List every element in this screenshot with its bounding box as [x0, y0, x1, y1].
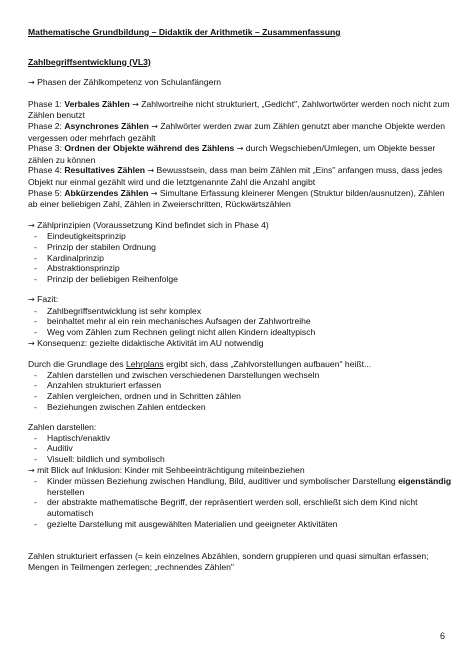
- list-item-text: Haptisch/enaktiv: [47, 432, 111, 443]
- lehrplan-word: Lehrplans: [125, 359, 164, 370]
- darstellen-label: Zahlen darstellen:: [28, 422, 97, 433]
- fazit-list: [28, 306, 452, 338]
- bullet-dash: -: [34, 316, 37, 327]
- arrow-icon: →: [28, 338, 35, 348]
- phase-name: Ordnen der Objekte während des Zählens: [64, 143, 235, 154]
- list-item-text: Prinzip der beliebigen Reihenfolge: [47, 273, 178, 284]
- document-title: Mathematische Grundbildung – Didaktik der Arithmetik – Zusammenfassung: [28, 27, 341, 37]
- inklusion-line: [28, 465, 452, 477]
- phase-item: [28, 188, 452, 210]
- arrow-icon: →: [28, 78, 35, 88]
- list-item-text: Kinder müssen Beziehung zwischen Handlung, Bild, auditiver und symbolischer Darstellung: [47, 476, 399, 487]
- list-item: [28, 370, 452, 381]
- list-item-text: Prinzip der stabilen Ordnung: [47, 241, 156, 252]
- list-item: [28, 316, 452, 327]
- list-item-text: Zahlen darstellen und zwischen verschiedenen Darstellungen wechseln: [47, 369, 320, 380]
- phase-item: [28, 143, 452, 165]
- list-item-text: Weg vom Zählen zum Rechnen gelingt nicht allen Kindern idealtypisch: [47, 327, 316, 338]
- arrow-icon: →: [28, 295, 35, 305]
- arrow-icon: →: [28, 465, 35, 475]
- list-item: [28, 433, 452, 444]
- list-item-text: Beziehungen zwischen Zahlen entdecken: [47, 401, 206, 412]
- principles-intro-text: Zählprinzipien (Voraussetzung Kind befindet sich in Phase 4): [37, 219, 269, 230]
- list-item: [28, 402, 452, 413]
- bullet-dash: -: [34, 497, 37, 508]
- list-item: [28, 253, 452, 264]
- bullet-dash: -: [34, 443, 37, 454]
- bullet-dash: -: [34, 454, 37, 464]
- list-item-text: herstellen: [47, 476, 454, 497]
- list-item: [28, 263, 452, 274]
- bullet-dash: -: [34, 401, 37, 412]
- phase-prefix: Phase 2:: [28, 120, 65, 131]
- lehrplan-pre: Durch die Grundlage des: [28, 359, 126, 370]
- list-item-text: der abstrakte mathematische Begriff, der repräsentiert werden soll, erschließt sich dem Kind nicht automatisch: [47, 497, 420, 518]
- phase-name: Verbales Zählen: [64, 98, 130, 109]
- list-item-text: Kardinalprinzip: [47, 252, 104, 263]
- lehrplan-post: ergibt sich, dass „Zahlvorstellungen aufbauen" heißt...: [163, 359, 372, 370]
- inklusion-text: mit Blick auf Inklusion: Kinder mit Sehbeeinträchtigung miteinbeziehen: [37, 464, 305, 475]
- list-item: [28, 497, 452, 518]
- list-item: [28, 476, 452, 497]
- lehrplan-line: [28, 359, 452, 370]
- phase-item: [28, 121, 452, 143]
- principles-list: [28, 231, 452, 284]
- phase-prefix: Phase 4:: [28, 165, 65, 176]
- fazit-line: [28, 294, 452, 306]
- bullet-dash: -: [34, 369, 37, 380]
- bold-word: eigenständig: [398, 476, 452, 487]
- konsequenz-line: [28, 338, 452, 350]
- list-item-text: Zahlbegriffsentwicklung ist sehr komplex: [47, 305, 202, 316]
- phase-text: Simultane Erfassung kleinerer Mengen (Struktur bilden/ausnutzen), Zählen ab einer beliebigen Zahl, Zählen in Zweierschritten, Rückwärtszählen: [28, 187, 447, 210]
- list-item: [28, 306, 452, 317]
- arrow-icon: →: [236, 144, 244, 154]
- list-item: [28, 519, 452, 530]
- konsequenz-text: Konsequenz: gezielte didaktische Aktivität im AU notwendig: [37, 337, 264, 348]
- darstellen-list-2: [28, 476, 452, 529]
- fazit-label: Fazit:: [37, 294, 59, 305]
- phase-text: durch Wegschieben/Umlegen, um Objekte besser zählen zu können: [28, 143, 438, 165]
- arrow-icon: →: [132, 99, 139, 109]
- list-item-text: gezielte Darstellung mit ausgewählten Materialien und geeigneter Aktivitäten: [47, 518, 338, 529]
- bullet-dash: -: [34, 263, 37, 274]
- list-item-text: Eindeutigkeitsprinzip: [47, 231, 126, 242]
- list-item: [28, 242, 452, 253]
- phase-item: [28, 165, 452, 187]
- phase-text: Zahlwörter werden zwar zum Zählen genutzt aber manche Objekte werden vergessen oder mehrfach gezählt: [28, 120, 448, 143]
- arrow-icon: →: [150, 188, 158, 198]
- principles-intro: [28, 220, 452, 232]
- list-item: [28, 443, 452, 454]
- bullet-dash: -: [34, 305, 37, 316]
- list-item-text: Visuell: bildlich und symbolisch: [47, 454, 165, 464]
- section-heading: Zahlbegriffsentwicklung (VL3): [28, 56, 151, 67]
- bullet-dash: -: [34, 391, 37, 402]
- list-item: [28, 231, 452, 242]
- darstellen-list: [28, 433, 452, 465]
- phase-name: Asynchrones Zählen: [64, 120, 149, 131]
- phase-name: Resultatives Zählen: [64, 165, 146, 176]
- list-item: [28, 391, 452, 402]
- list-item-text: Auditiv: [47, 443, 73, 454]
- page-number: 6: [440, 631, 446, 641]
- list-item-text: Anzahlen strukturiert erfassen: [47, 380, 162, 391]
- phase-item: [28, 99, 452, 121]
- arrow-icon: →: [28, 220, 35, 230]
- intro-line: [28, 77, 452, 89]
- bullet-dash: -: [34, 518, 37, 529]
- phase-prefix: Phase 5:: [28, 187, 65, 198]
- arrow-icon: →: [151, 121, 158, 131]
- list-item: [28, 274, 452, 285]
- arrow-icon: →: [147, 166, 155, 176]
- bullet-dash: -: [34, 241, 37, 252]
- list-item-text: Zahlen vergleichen, ordnen und in Schritten zählen: [47, 391, 241, 402]
- bullet-dash: -: [34, 380, 37, 391]
- list-item-text: Abstraktionsprinzip: [47, 263, 120, 274]
- list-item-text: beinhaltet mehr al ein rein mechanisches Aufsagen der Zahlwortreihe: [47, 316, 311, 327]
- bullet-dash: -: [34, 432, 37, 443]
- phase-prefix: Phase 1:: [28, 98, 65, 109]
- lehrplan-list: [28, 370, 452, 412]
- bullet-dash: -: [34, 327, 37, 338]
- final-paragraph: Zahlen strukturiert erfassen (= kein einzelnes Abzählen, sondern gruppieren und quasi simultan erfassen; Mengen in Teilmengen zerlegen; „rechnendes Zählen": [28, 551, 431, 572]
- list-item: [28, 454, 452, 465]
- list-item: [28, 327, 452, 338]
- phase-prefix: Phase 3:: [28, 143, 65, 154]
- document-content: [28, 27, 452, 572]
- phase-text: Bewusstsein, dass man beim Zählen mit „Eins" anfangen muss, dass jedes Objekt nur einmal gezählt wird und die letztgenannte Zahl die Anzahl angibt: [28, 165, 445, 187]
- bullet-dash: -: [34, 231, 37, 242]
- bullet-dash: -: [34, 273, 37, 284]
- bullet-dash: -: [34, 252, 37, 263]
- list-item: [28, 380, 452, 391]
- phase-text: Zahlwortreihe nicht strukturiert, „Gedicht", Zahlwortwörter werden noch nicht zum Zählen benutzt: [28, 98, 452, 121]
- intro-text: Phasen der Zählkompetenz von Schulanfängern: [37, 77, 222, 88]
- phase-name: Abkürzendes Zählen: [64, 187, 149, 198]
- phases-list: [28, 99, 452, 210]
- bullet-dash: -: [34, 476, 37, 487]
